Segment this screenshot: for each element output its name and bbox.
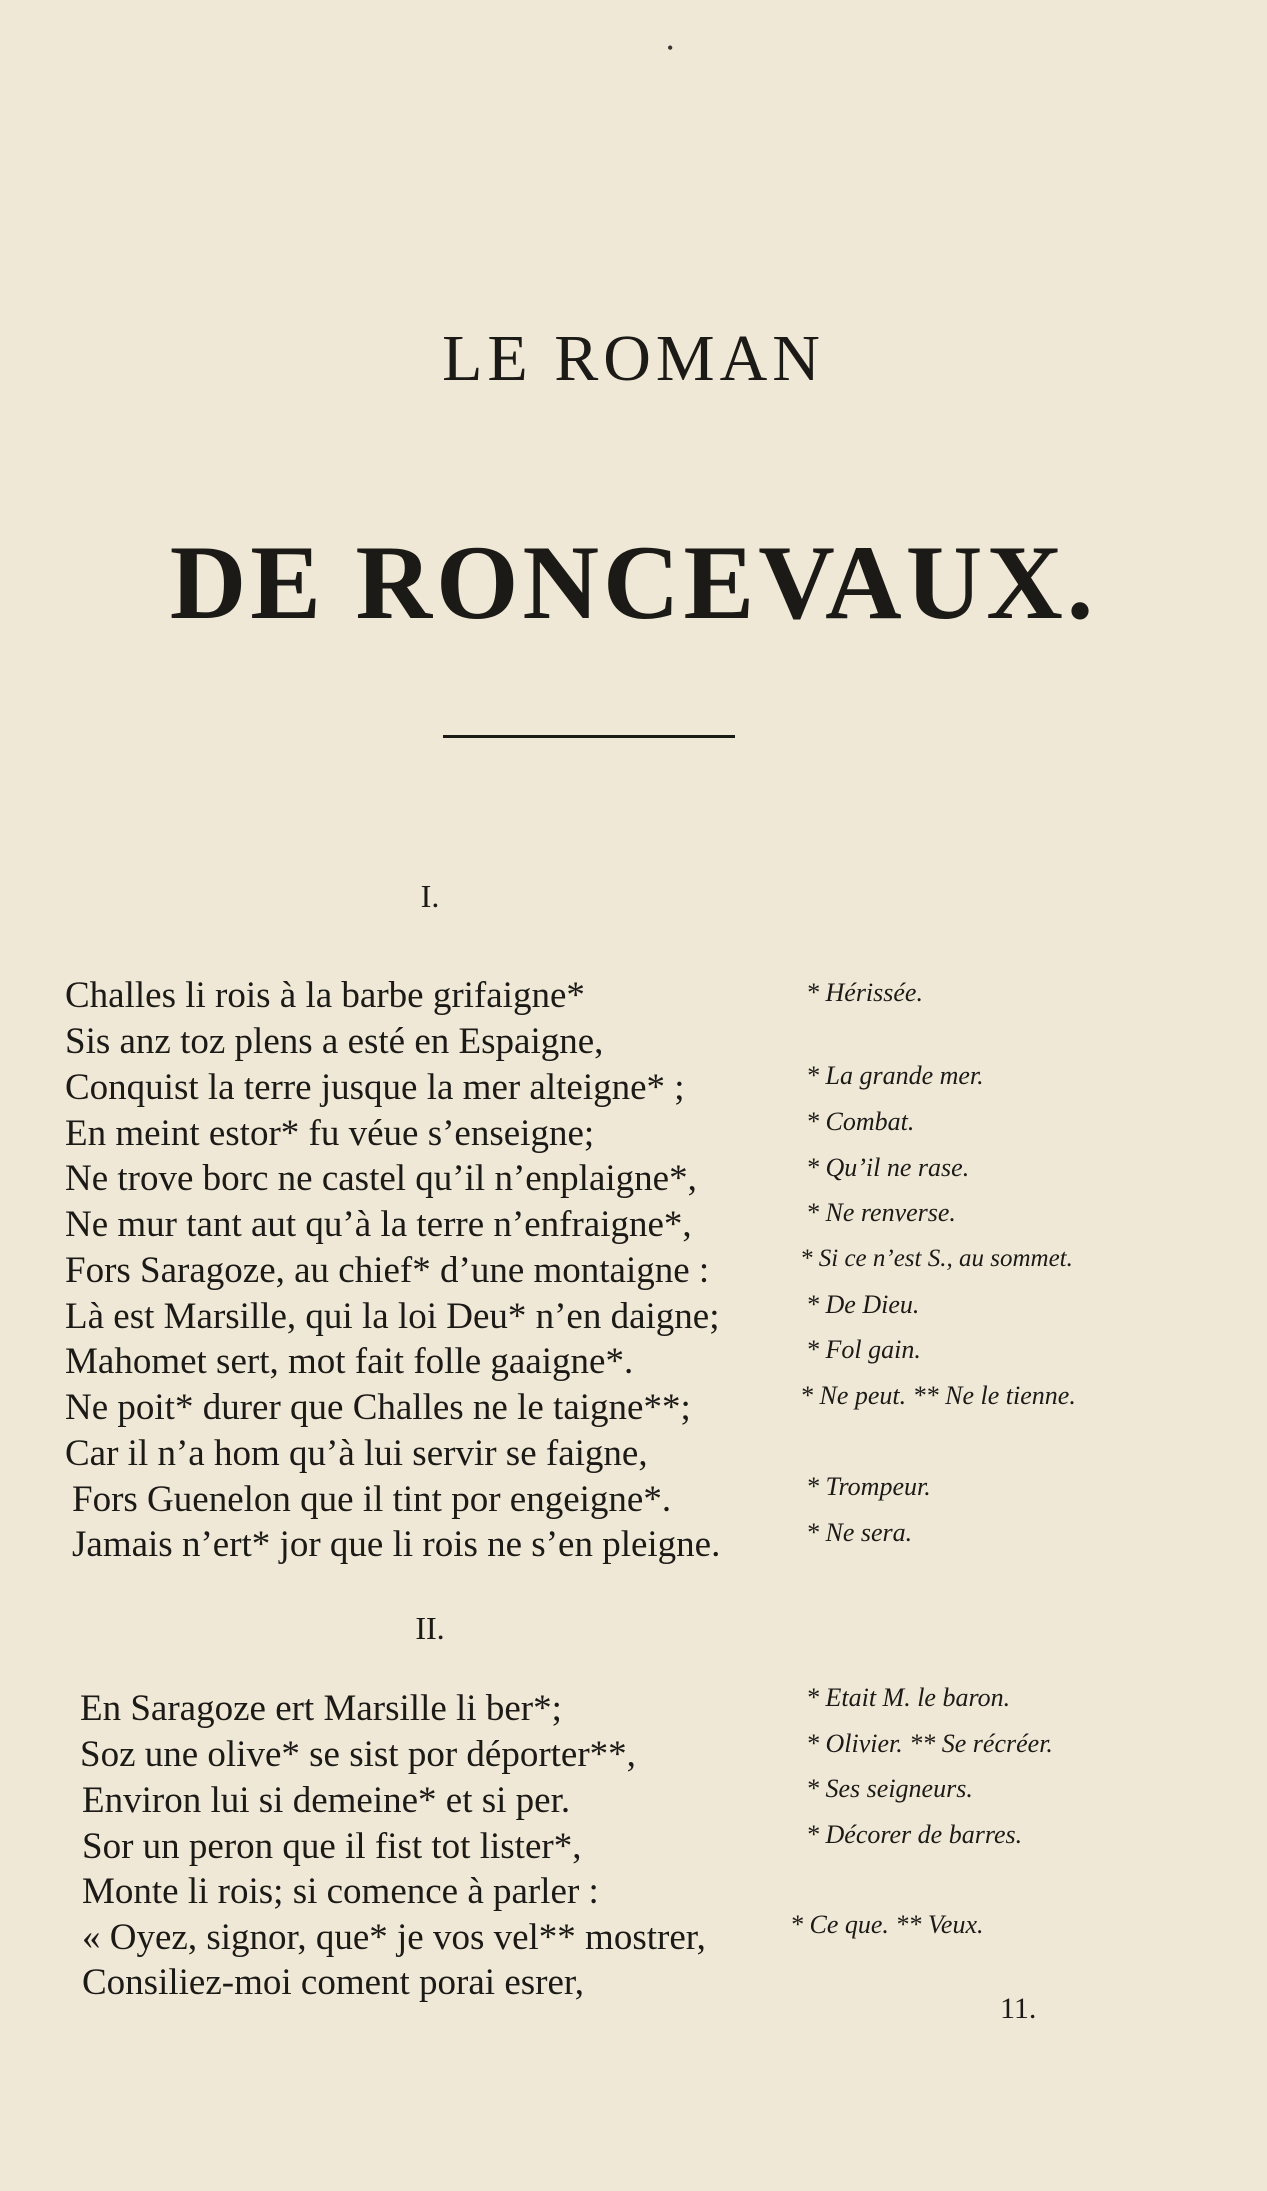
verse-line: En meint estor* fu véue s’enseigne; (65, 1113, 595, 1154)
title-line-2: DE RONCEVAUX. (169, 524, 1098, 641)
verse-line: Conquist la terre jusque la mer alteigne* ; (65, 1067, 685, 1108)
gloss-note: * Ne sera. (806, 1518, 913, 1547)
verse-line: Ne trove borc ne castel qu’il n’enplaigne*, (65, 1158, 697, 1199)
gloss-note: * Combat. (806, 1107, 915, 1136)
gloss-note: * Décorer de barres. (806, 1820, 1023, 1849)
verse-line: « Oyez, signor, que* je vos vel** mostrer, (82, 1917, 706, 1958)
verse-line: Ne poit* durer que Challes ne le taigne**; (65, 1387, 691, 1428)
gloss-note: * Ses seigneurs. (806, 1774, 973, 1803)
gloss-note: * Qu’il ne rase. (806, 1153, 970, 1182)
gloss-note: * Etait M. le baron. (806, 1683, 1011, 1712)
verse-line: Sis anz toz plens a esté en Espaigne, (65, 1021, 604, 1062)
gloss-note: * De Dieu. (806, 1290, 920, 1319)
gloss-note: * Trompeur. (806, 1472, 931, 1501)
verse-line: Jamais n’ert* jor que li rois ne s’en pleigne. (72, 1524, 721, 1565)
section-numeral: I. (420, 878, 440, 914)
verse-line: Ne mur tant aut qu’à la terre n’enfraigne*, (65, 1204, 692, 1245)
verse-line: Challes li rois à la barbe grifaigne* (65, 975, 585, 1016)
verse-line: Car il n’a hom qu’à lui servir se faigne, (65, 1433, 648, 1474)
verse-line: Fors Guenelon que il tint por engeigne*. (72, 1479, 672, 1520)
verse-line: Sor un peron que il fist tot lister*, (82, 1826, 582, 1867)
gloss-note: * Si ce n’est S., au sommet. (800, 1245, 1073, 1272)
gloss-note: * Ne peut. ** Ne le tienne. (800, 1381, 1076, 1410)
section-numeral: II. (415, 1610, 445, 1646)
verse-line: Consiliez-moi coment porai esrer, (82, 1962, 584, 2003)
gloss-note: * Fol gain. (806, 1335, 921, 1364)
gloss-note: * Ne renverse. (806, 1198, 956, 1227)
gloss-note: * Ce que. ** Veux. (790, 1910, 984, 1939)
title-line-1: LE ROMAN (442, 322, 825, 395)
gloss-note: * Hérissée. (806, 978, 923, 1007)
page-number: 11. (1000, 1992, 1037, 2025)
verse-line: Mahomet sert, mot fait folle gaaigne*. (65, 1341, 634, 1382)
print-speck: • (667, 38, 674, 58)
verse-line: Fors Saragoze, au chief* d’une montaigne : (65, 1250, 710, 1291)
title-rule (443, 735, 735, 738)
verse-line: Soz une olive* se sist por déporter**, (80, 1734, 636, 1775)
verse-line: Environ lui si demeine* et si per. (82, 1780, 571, 1821)
verse-line: Là est Marsille, qui la loi Deu* n’en daigne; (65, 1296, 720, 1337)
verse-line: En Saragoze ert Marsille li ber*; (80, 1688, 562, 1729)
verse-line: Monte li rois; si comence à parler : (82, 1871, 599, 1912)
gloss-note: * Olivier. ** Se récréer. (806, 1729, 1053, 1758)
gloss-note: * La grande mer. (806, 1061, 984, 1090)
